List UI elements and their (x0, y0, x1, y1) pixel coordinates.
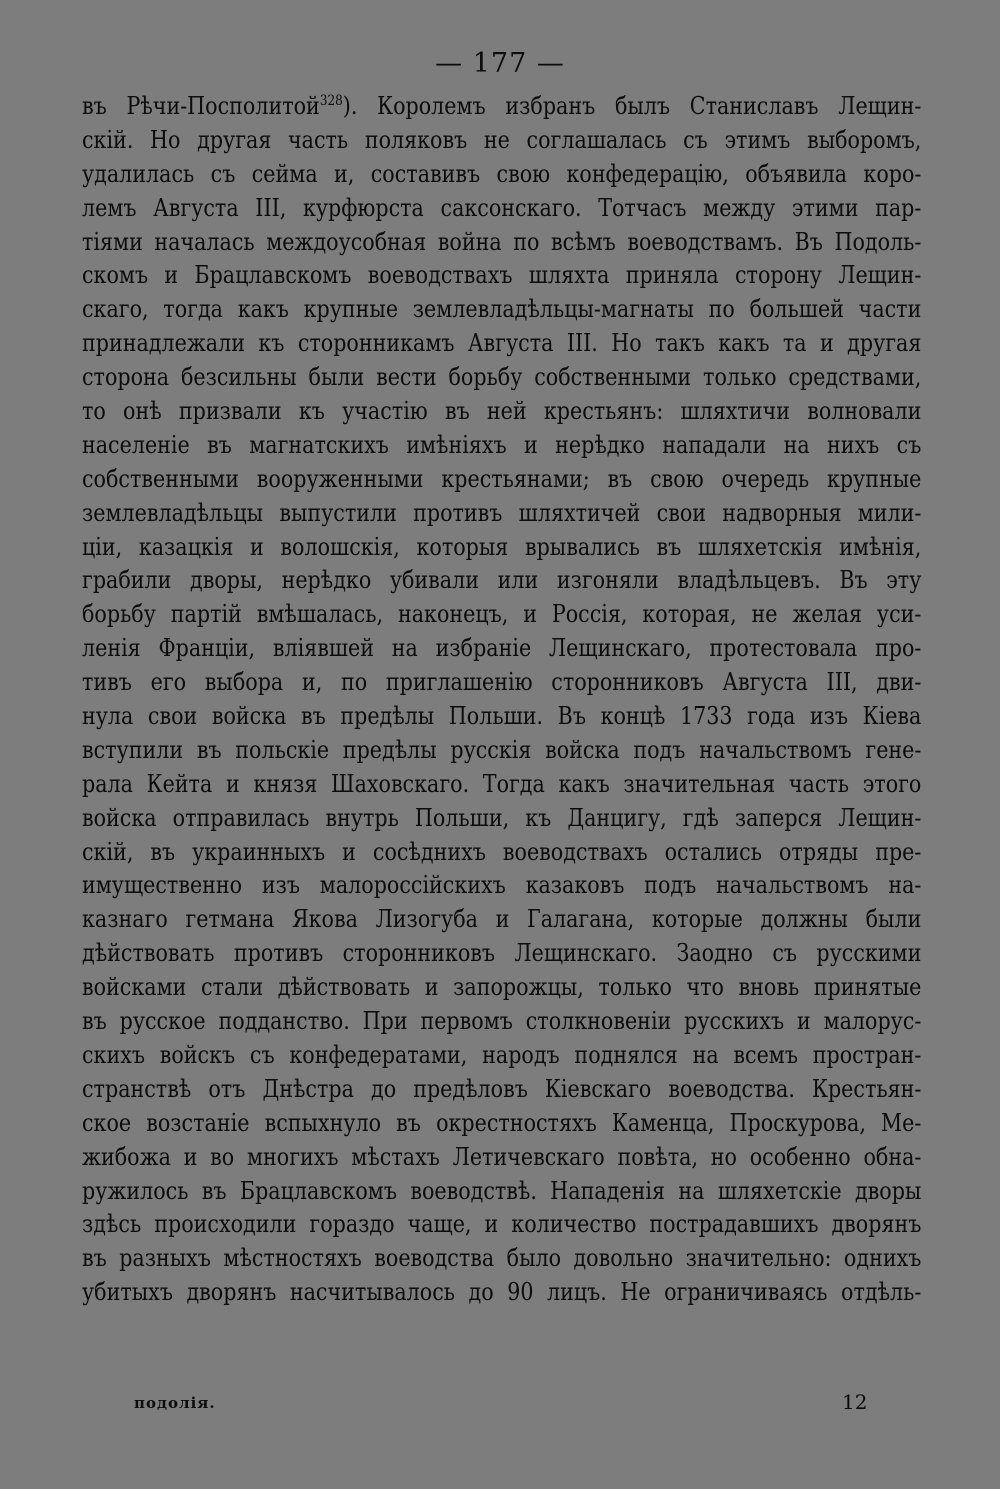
text-line-content: ціи, казацкія и волошскія, которыя врывались въ шляхетскія имѣнія, (82, 532, 922, 561)
text-line (82, 226, 921, 260)
text-line-content: въ разныхъ мѣстностяхъ воеводства было довольно значительно: однихъ (82, 1244, 922, 1273)
text-line-content: жибожа и во многихъ мѣстахъ Летичевскаго повѣта, но особенно обна- (82, 1142, 922, 1171)
text-line-content: нула свои войска въ предѣлы Польши. Въ концѣ 1733 года изъ Кіева (82, 702, 922, 731)
text-line (82, 124, 921, 158)
text-line-content: собственными вооруженными крестьянами; въ свою очередь крупные (82, 464, 922, 493)
text-line (82, 158, 921, 192)
text-line (82, 497, 921, 531)
text-line (82, 1208, 921, 1242)
text-line-content: скій. Но другая часть поляковъ не соглашалась съ этимъ выборомъ, (82, 125, 922, 154)
text-line (82, 293, 921, 327)
text-line-content: дѣйствовать противъ сторонниковъ Лещинскаго. Заодно съ русскими (82, 939, 922, 968)
text-line-content: странствѣ отъ Днѣстра до предѣловъ Кіевскаго воеводства. Крестьян- (82, 1074, 922, 1103)
text-line-continuation: ). Королемъ избранъ былъ Станиславъ Лещин- (342, 92, 922, 120)
footer-running-title: подолія. (134, 1394, 216, 1412)
text-line (82, 429, 921, 463)
text-line (82, 734, 921, 768)
text-line (82, 1073, 921, 1107)
text-line (82, 700, 921, 734)
text-line (82, 1242, 921, 1276)
text-line-content: рала Кейта и князя Шаховскаго. Тогда какъ значительная часть этого (82, 769, 922, 798)
text-line (82, 598, 921, 632)
text-line-content: то онѣ призвали къ участію въ ней крестьянъ: шляхтичи волновали (82, 397, 922, 426)
text-line (82, 971, 921, 1005)
text-line (82, 1175, 921, 1209)
text-line-content: удалилась съ сейма и, составивъ свою конфедерацію, объявила коро- (82, 159, 922, 188)
text-line (82, 463, 921, 497)
text-line (82, 90, 921, 124)
text-line (82, 802, 921, 836)
text-line-content: тіями началась междоусобная война по всѣмъ воеводствамъ. Въ Подоль- (82, 227, 922, 256)
text-line-content: скій, въ украинныхъ и сосѣднихъ воеводствахъ остались отряды пре- (82, 837, 922, 866)
text-line (82, 666, 921, 700)
text-line-content: въ Рѣчи-Посполитой (82, 92, 320, 120)
text-line-content: лемъ Августа III, курфюрста саксонскаго. Тотчасъ между этими пар- (82, 193, 922, 222)
text-line-content: войска отправилась внутрь Польши, къ Данцигу, гдѣ заперся Лещин- (82, 803, 922, 832)
text-line (82, 1276, 921, 1310)
text-line (82, 1141, 921, 1175)
footnote-reference: 328 (319, 93, 343, 109)
text-line-content: ское возстаніе вспыхнуло въ окрестностяхъ Каменца, Проскурова, Ме- (82, 1108, 922, 1137)
text-line-content: имущественно изъ малороссійскихъ казаковъ подъ начальствомъ на- (82, 871, 922, 900)
text-line (82, 531, 921, 565)
footer-signature-mark: 12 (842, 1390, 868, 1414)
text-line (82, 564, 921, 598)
text-line (82, 768, 921, 802)
text-line-content: сторона безсильны были вести борьбу собственными только средствами, (82, 363, 922, 392)
text-line-content: борьбу партій вмѣшалась, наконецъ, и Россія, которая, не желая уси- (82, 600, 922, 629)
text-line-content: скомъ и Брацлавскомъ воеводствахъ шляхта приняла сторону Лещин- (82, 261, 922, 290)
text-line-content: грабили дворы, нерѣдко убивали или изгоняли владѣльцевъ. Въ эту (82, 566, 922, 595)
text-line-content: населеніе въ магнатскихъ имѣніяхъ и нерѣдко нападали на нихъ съ (82, 430, 922, 459)
text-line-content: тивъ его выбора и, по приглашенію сторонниковъ Августа III, дви- (82, 668, 922, 697)
page-footer (0, 1390, 1000, 1420)
text-line (82, 869, 921, 903)
text-line-content: ленія Франціи, вліявшей на избраніе Лещинскаго, протестовала про- (82, 634, 922, 663)
text-line (82, 327, 921, 361)
text-line-content: скихъ войскъ съ конфедератами, народъ поднялся на всемъ простран- (82, 1040, 922, 1069)
text-line (82, 1039, 921, 1073)
text-line-content: принадлежали къ сторонникамъ Августа III. Но такъ какъ та и другая (82, 329, 922, 358)
text-line (82, 937, 921, 971)
text-line (82, 1107, 921, 1141)
page-number: — 177 — (435, 48, 565, 79)
text-line (82, 903, 921, 937)
text-line-content: скаго, тогда какъ крупные землевладѣльцы-магнаты по большей части (82, 295, 922, 324)
text-line-content: ружилось въ Брацлавскомъ воеводствѣ. Нападенія на шляхетскіе дворы (82, 1176, 922, 1205)
text-line-content: казнаго гетмана Якова Лизогуба и Галагана, которые должны были (82, 905, 922, 934)
text-line (82, 192, 921, 226)
text-line (82, 1005, 921, 1039)
text-line-content: землевладѣльцы выпустили противъ шляхтичей свои надворныя мили- (82, 498, 922, 527)
text-line-content: здѣсь происходили гораздо чаще, и количество пострадавшихъ дворянъ (82, 1210, 922, 1239)
text-line (82, 836, 921, 870)
text-line-content: войсками стали дѣйствовать и запорожцы, только что вновь принятые (82, 973, 922, 1002)
text-line-content: вступили въ польскіе предѣлы русскія войска подъ начальствомъ гене- (82, 735, 922, 764)
text-line-content: въ русское подданство. При первомъ столкновеніи русскихъ и малорус- (82, 1007, 922, 1036)
text-line (82, 632, 921, 666)
body-text (82, 90, 922, 1310)
text-line (82, 361, 921, 395)
text-line-content: убитыхъ дворянъ насчитывалось до 90 лицъ. Не ограничиваясь отдѣль- (82, 1278, 922, 1307)
text-line (82, 259, 921, 293)
text-line (82, 395, 921, 429)
